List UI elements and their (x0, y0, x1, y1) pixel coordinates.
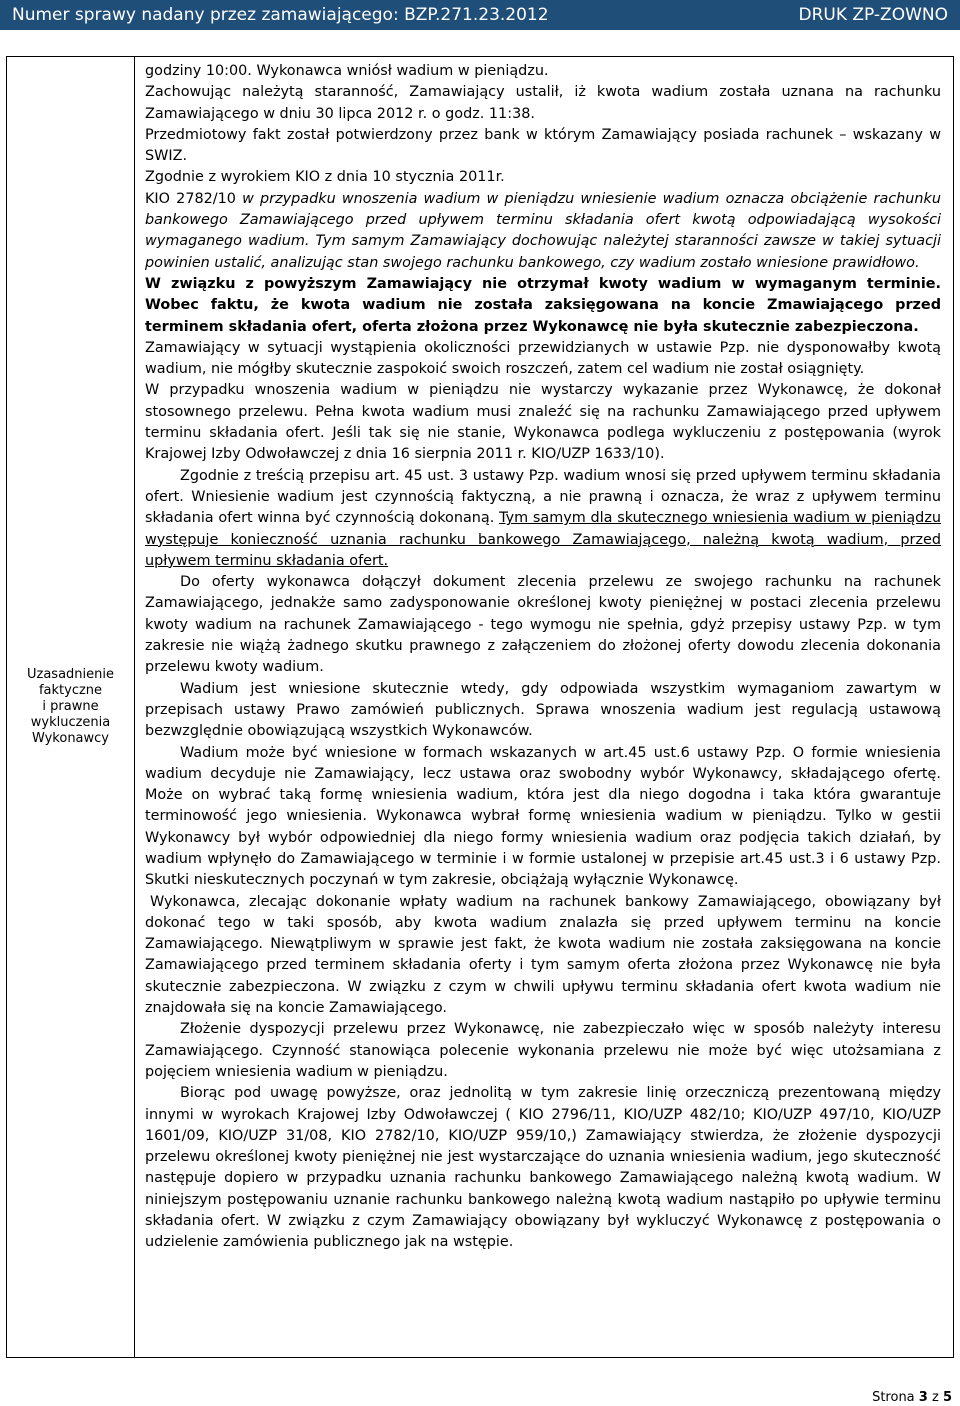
paragraph: Zgodnie z wyrokiem KIO z dnia 10 stycznia 2011r. (145, 169, 505, 186)
paragraph: Wykonawca, zlecając dokonanie wpłaty wadium na rachunek bankowy Zamawiającego, obowiązany był dokonać tego w taki sposób, aby kwota wadium znalazła się przed upływem terminu na koncie Zamawiającego. Niewątpliwym w sprawie jest fakt, że kwota wadium nie została zaksięgowana na koncie Zamawiającego przed terminem składania oferty i tym samym oferta złożona przez Wykonawcę nie była skutecznie zabezpieczona. W związku z czym w chwili upływu terminu składania ofert kwota wadium nie znajdowała się na koncie Zamawiającego. (145, 893, 941, 1017)
paragraph: Zachowując należytą staranność, Zamawiający ustalił, iż kwota wadium została uznana na rachunku Zamawiającego w dniu 30 lipca 2012 r. o godz. 11:38. (145, 84, 941, 122)
document-header (0, 0, 960, 30)
paragraph: Przedmiotowy fakt został potwierdzony przez bank w którym Zamawiający posiada rachunek – wskazany w SWIZ. (145, 126, 941, 165)
row-label-cell (7, 57, 135, 1357)
paragraph: W przypadku wnoszenia wadium w pieniądzu nie wystarczy wykazanie przez Wykonawcę, że dokonał stosownego przelewu. Pełna kwota wadium musi znaleźć się na rachunku Zamawiającego przed upływem terminu składania ofert. Jeśli tak się nie stanie, Wykonawca podlega wykluczeniu z postępowania (wyrok Krajowej Izby Odwoławczej z dnia 16 sierpnia 2011 r. KIO/UZP 1633/10). (145, 382, 941, 463)
justification-table (6, 56, 954, 1358)
page-number: 3 (918, 1390, 928, 1405)
paragraph: Złożenie dyspozycji przelewu przez Wykonawcę, nie zabezpieczało więc w sposób należyty interesu Zamawiającego. Czynność stanowiąca polecenie wykonania przelewu nie może być więc utożsamiana z pojęciem wniesienia wadium w pieniądzu. (145, 1021, 941, 1080)
paragraph: Zamawiający w sytuacji wystąpienia okoliczności przewidzianych w ustawie Pzp. nie dysponowałby kwotą wadium, nie mógłby skutecznie zaspokoić swoich roszczeń, zatem cel wadium nie został osiągnięty. (145, 339, 941, 378)
case-number: Numer sprawy nadany przez zamawiającego: BZP.271.23.2012 (12, 5, 549, 25)
bold-paragraph: W związku z powyższym Zamawiający nie otrzymał kwoty wadium w wymaganym terminie. Wobec faktu, że kwota wadium nie została zaksięgowana na koncie Zmawiającego przed terminem składania ofert, oferta złożona przez Wykonawcę nie była skutecznie zabezpieczona. (145, 275, 941, 335)
paragraph: Wadium jest wniesione skutecznie wtedy, gdy odpowiada wszystkim wymaganiom zawartym w przepisach ustawy Prawo zamówień publicznych. Sprawa wnoszenia wadium jest regulacją ustawową bezwzględnie obowiązującą wszystkich Wykonawców. (145, 680, 941, 740)
paragraph: Do oferty wykonawca dołączył dokument zlecenia przelewu ze swojego rachunku na rachunek Zamawiającego, jednakże samo zadysponowanie określonej kwoty pieniężnej w postaci zlecenia przelewu kwoty wadium na rachunek Zamawiającego - tego wymogu nie spełnia, gdyż przepisy ustawy Pzp. w tym zakresie nie wiążą żadnego skutku prawnego z załączeniem do złożonej oferty dowodu zlecenia dokonania przelewu kwoty wadium. (145, 574, 941, 676)
paragraph: godziny 10:00. Wykonawca wniósł wadium w pieniądzu. (145, 63, 549, 79)
paragraph: Zgodnie z treścią przepisu art. 45 ust. 3 ustawy Pzp. wadium wnosi się przed upływem terminu składania ofert. Wniesienie wadium jest czynnością faktyczną, a nie prawną i oznacza, że wraz z upływem terminu składania ofert winna być czynnością dokonaną. Tym samym dla skutecznego wniesienia wadium w pieniądzu występuje konieczność uznania rachunku bankowego Zamawiającego, należną kwotą wadium, przed upływem terminu składania ofert. (145, 467, 941, 569)
paragraph: Biorąc pod uwagę powyższe, oraz jednolitą w tym zakresie linię orzeczniczą prezentowaną między innymi w wyrokach Krajowej Izby Odwoławczej ( KIO 2796/11, KIO/UZP 482/10; KIO/UZP 497/10, KIO/UZP 1601/09, KIO/UZP 31/08, KIO 2782/10, KIO/UZP 959/10,) Zamawiający stwierdza, że złożenie dyspozycji przelewu określonej kwoty pieniężnej nie jest wystarczające do uznania wniesienia wadium, jego skuteczność następuje dopiero w przypadku uznania rachunku bankowego Zamawiającego należną kwotą wadium. W niniejszym postępowaniu uznanie rachunku bankowego należną kwotą wadium nastąpiło po upływie terminu składania ofert. W związku z czym Zamawiający obowiązany był wykluczyć Wykonawcę z postępowania o udzielenie zamówienia publicznego jak na wstępie. (145, 1085, 941, 1251)
form-code: DRUK ZP-ZOWNO (798, 5, 948, 25)
justification-content (135, 57, 953, 1357)
page-total: 5 (942, 1390, 952, 1405)
row-label: Uzasadnienie faktyczne i prawne wykluczenia Wykonawcy (27, 667, 114, 746)
page-footer: Strona 3 z 5 (872, 1390, 952, 1405)
paragraph: Wadium może być wniesione w formach wskazanych w art.45 ust.6 ustawy Pzp. O formie wniesienia wadium decyduje nie Zamawiający, lecz ustawa oraz swobodny wybór Wykonawcy, składającego ofertę. Może on wybrać taką formę wniesienia wadium, która jest dla niego dogodna i taka która gwarantuje terminowość jego wniesienia. Wykonawca wybrał formę wniesienia wadium w pieniądzu. Tylko w gestii Wykonawcy był wybór odpowiedniej dla niego formy wniesienia wadium oraz podjęcia takich działań, by wadium wpłynęło do Zamawiającego w terminie i w formie ustalonej w przepisie art.45 ust.3 i 6 ustawy Pzp. Skutki nieskutecznych poczynań w tym zakresie, obciążają wyłącznie Wykonawcę. (145, 744, 941, 889)
paragraph: KIO 2782/10 w przypadku wnoszenia wadium w pieniądzu wniesienie wadium oznacza obciążenie rachunku bankowego Zamawiającego przed upływem terminu składania ofert kwotą odpowiadającą wysokości wymaganego wadium. Tym samym Zamawiający dochowując należytej staranności zawsze w takiej sytuacji powinien ustalić, analizując stan swojego rachunku bankowego, czy wadium zostało wniesione prawidłowo. (145, 190, 942, 271)
